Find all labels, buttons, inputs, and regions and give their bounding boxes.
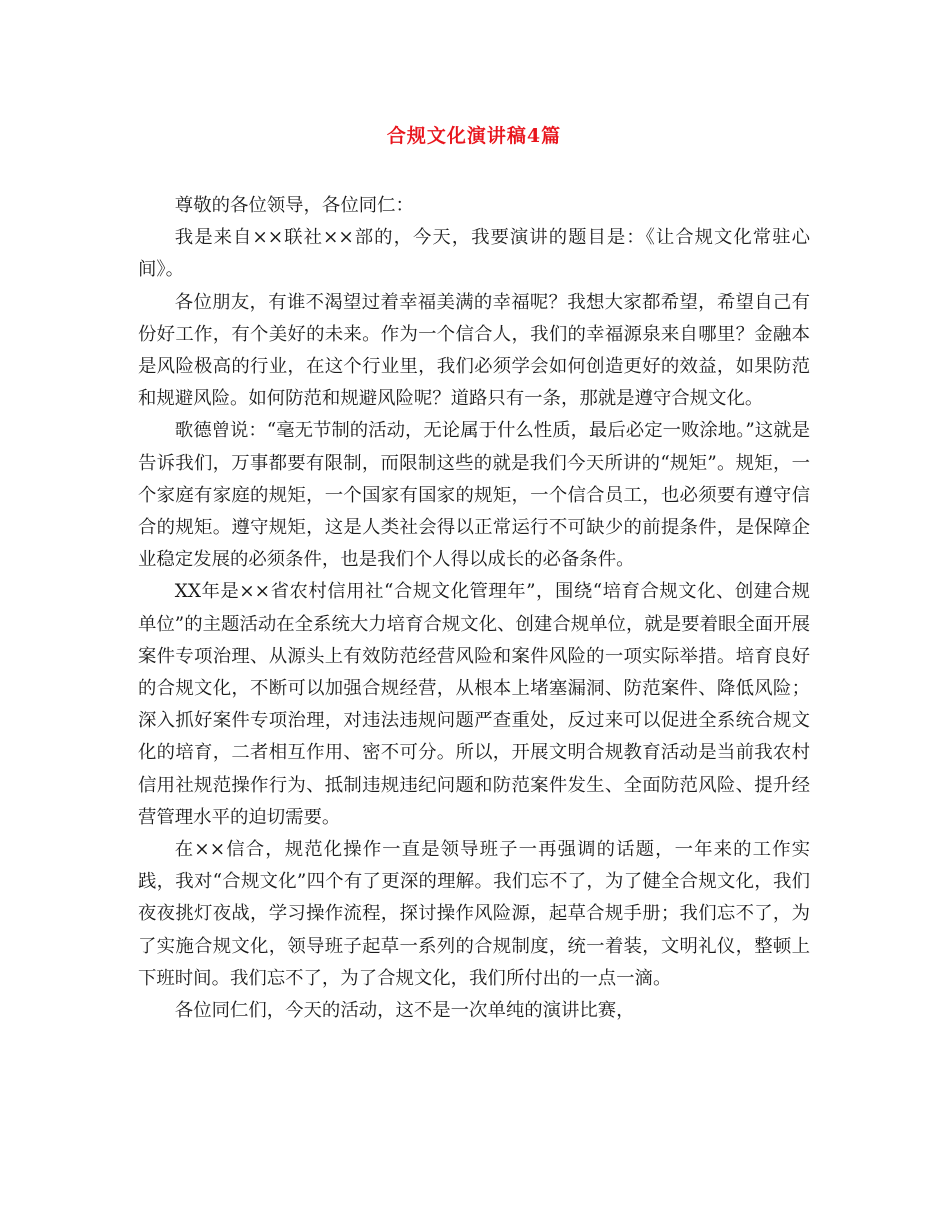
paragraph-goethe: 歌德曾说：“毫无节制的活动，无论属于什么性质，最后必定一败涂地。”这就是告诉我们，万事都要有限制，而限制这些的就是我们今天所讲的“规矩”。规矩，一个家庭有家庭的规矩，一个国家有国家的规矩，一个信合员工，也必须要有遵守信合的规矩。遵守规矩，这是人类社会得以正常运行不可缺少的前提条件，是保障企业稳定发展的必须条件，也是我们个人得以成长的必备条件。 (138, 420, 810, 571)
paragraph-greeting: 尊敬的各位领导，各位同仁： (174, 195, 414, 216)
paragraph-intro: 我是来自××联社××部的，今天，我要演讲的题目是：《让合规文化常驻心间》。 (138, 227, 810, 281)
paragraph-happiness: 各位朋友，有谁不渴望过着幸福美满的幸福呢？我想大家都希望，希望自己有份好工作，有个美好的未来。作为一个信合人，我们的幸福源泉来自哪里？金融本是风险极高的行业，在这个行业里，我们必须学会如何创造更好的效益，如果防范和规避风险。如何防范和规避风险呢？道路只有一条，那就是遵守合规文化。 (138, 291, 810, 410)
paragraph-closing: 各位同仁们，今天的活动，这不是一次单纯的演讲比赛， (174, 1000, 635, 1022)
document-title: 合规文化演讲稿4篇 (386, 125, 562, 147)
paragraph-practice: 在××信合，规范化操作一直是领导班子一再强调的话题，一年来的工作实践，我对“合规文化”四个有了更深的理解。我们忘不了，为了健全合规文化，我们夜夜挑灯夜战，学习操作流程，探讨操作风险源，起草合规手册；我们忘不了，为了实施合规文化，领导班子起草一系列的合规制度，统一着装，文明礼仪，整顿上下班时间。我们忘不了，为了合规文化，我们所付出的一点一滴。 (138, 839, 810, 989)
paragraph-compliance-year: XX年是××省农村信用社“合规文化管理年”，围绕“培育合规文化、创建合规单位”的主题活动在全系统大力培育合规文化、创建合规单位，就是要着眼全面开展案件专项治理、从源头上有效防范经营风险和案件风险的一项实际举措。培育良好的合规文化，不断可以加强合规经营，从根本上堵塞漏洞、防范案件、降低风险；深入抓好案件专项治理，对违法违规问题严查重处，反过来可以促进全系统合规文化的培育，二者相互作用、密不可分。所以，开展文明合规教育活动是当前我农村信用社规范操作行为、抵制违规违纪问题和防范案件发生、全面防范风险、提升经营管理水平的迫切需要。 (138, 581, 810, 828)
document-page (138, 118, 810, 1027)
